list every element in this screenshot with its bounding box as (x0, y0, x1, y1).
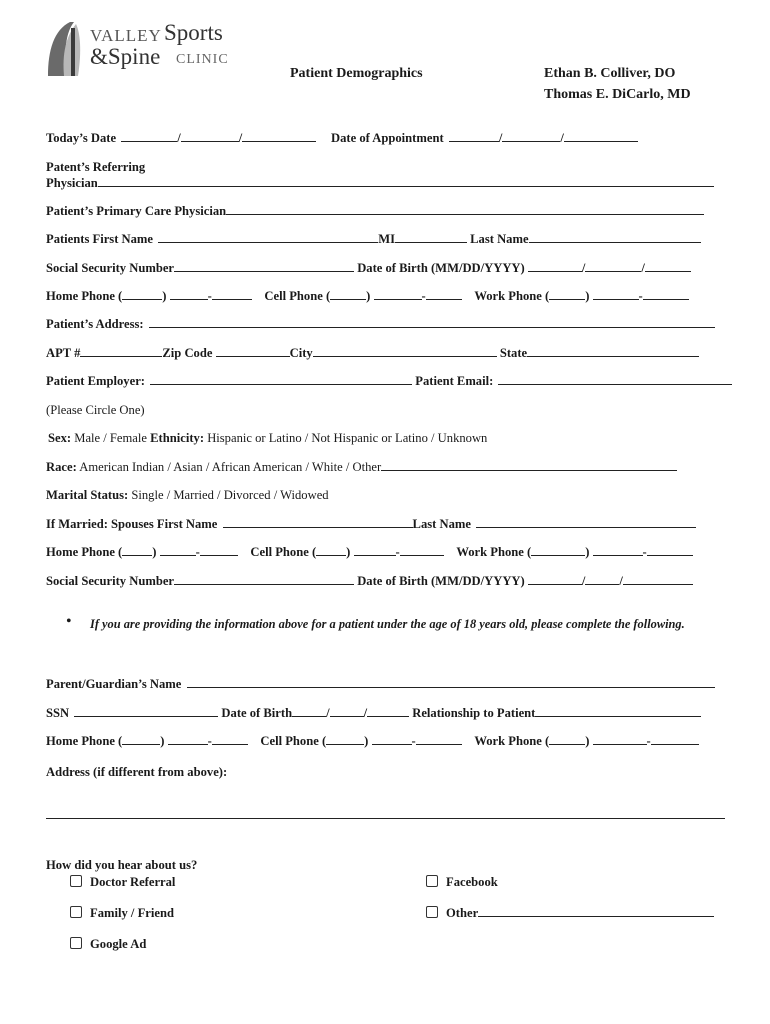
logo-spine: &Spine (90, 44, 161, 69)
work-phone-line-field[interactable] (643, 288, 689, 300)
address-field[interactable] (149, 316, 715, 328)
email-field[interactable] (498, 373, 732, 385)
guardian-work-area-field[interactable] (549, 733, 585, 745)
employer-row (46, 373, 732, 389)
dob-label: Date of Birth (MM/DD/YYYY) (357, 261, 525, 275)
dob-year-field[interactable] (645, 260, 691, 272)
marital-row (46, 487, 329, 503)
page-title: Patient Demographics (290, 66, 423, 81)
spouse-work-area-field[interactable] (531, 544, 585, 556)
ethnicity-label: Ethnicity: (150, 431, 205, 445)
spouse-last-label: Last Name (412, 517, 471, 531)
spouse-cell-line-field[interactable] (400, 544, 444, 556)
guardian-cell-line-field[interactable] (416, 733, 462, 745)
guardian-name-label: Parent/Guardian’s Name (46, 677, 182, 691)
spouse-home-prefix-field[interactable] (160, 544, 196, 556)
marital-label: Marital Status: (46, 488, 129, 502)
spouse-work-prefix-field[interactable] (593, 544, 643, 556)
guardian-phone-row: Home Phone ( ) - Cell Phone ( ) - Work Phone ( ) - (46, 733, 699, 749)
phone-row: Home Phone ( ) - Cell Phone ( ) - Work Phone ( ) - (46, 288, 689, 304)
appointment-month-field[interactable] (449, 130, 499, 142)
spouse-home-phone-label: Home Phone ( (46, 545, 123, 559)
city-field[interactable] (313, 345, 497, 357)
spouse-dob-day-field[interactable] (585, 573, 619, 585)
cell-phone-area-field[interactable] (330, 288, 366, 300)
checkbox-icon[interactable] (70, 906, 82, 918)
home-phone-area-field[interactable] (122, 288, 162, 300)
appointment-year-field[interactable] (564, 130, 638, 142)
referring-label-2: Physician (46, 176, 98, 190)
spouse-row (46, 516, 696, 532)
referral-option-label: Facebook (446, 875, 498, 889)
address-label: Patient’s Address: (46, 317, 144, 331)
guardian-address-label: Address (if different from above): (46, 765, 228, 779)
first-name-field[interactable] (158, 231, 378, 243)
guardian-ssn-row: SSN Date of Birth / / Relationship to Patient (46, 705, 701, 721)
state-field[interactable] (527, 345, 699, 357)
apt-field[interactable] (80, 345, 162, 357)
appointment-date-label: Date of Appointment (331, 131, 444, 145)
referring-physician-field[interactable] (98, 175, 714, 187)
employer-field[interactable] (150, 373, 412, 385)
race-label: Race: (46, 460, 77, 474)
cell-phone-line-field[interactable] (426, 288, 462, 300)
referring-row (46, 175, 714, 191)
sex-ethnicity-row (48, 430, 487, 446)
referral-option-label: Doctor Referral (90, 875, 176, 889)
spouse-dob-year-field[interactable] (623, 573, 693, 585)
city-label: City (289, 346, 313, 360)
guardian-name-field[interactable] (187, 676, 715, 688)
checkbox-icon[interactable] (70, 875, 82, 887)
ssn-label: Social Security Number (46, 261, 175, 275)
spine-logo-icon (44, 20, 90, 78)
spouse-dob-month-field[interactable] (528, 573, 582, 585)
please-circle-note: (Please Circle One) (46, 403, 145, 417)
guardian-dob-month-field[interactable] (292, 705, 326, 717)
ssn-row: Social Security Number Date of Birth (MM/DD/YYYY) / / (46, 260, 691, 276)
referral-option-doctor[interactable] (70, 874, 175, 890)
sex-options[interactable]: Male / Female (74, 431, 147, 445)
guardian-work-phone-label: Work Phone ( (474, 734, 550, 748)
dob-day-field[interactable] (585, 260, 641, 272)
todays-date-day-field[interactable] (181, 130, 239, 142)
primary-care-row (46, 203, 704, 219)
guardian-home-area-field[interactable] (122, 733, 160, 745)
spouse-cell-prefix-field[interactable] (354, 544, 396, 556)
race-row (46, 459, 677, 475)
logo-clinic: CLINIC (176, 52, 229, 67)
zip-label: Zip Code (162, 346, 213, 360)
marital-options[interactable]: Single / Married / Divorced / Widowed (131, 488, 329, 502)
appointment-date-row: Date of Appointment / / (331, 130, 638, 146)
logo-valley: VALLEY (90, 26, 162, 45)
spouse-first-field[interactable] (223, 516, 413, 528)
referral-option-google[interactable] (70, 936, 146, 952)
checkbox-icon[interactable] (426, 875, 438, 887)
referral-option-label: Other (446, 906, 479, 920)
work-phone-prefix-field[interactable] (593, 288, 639, 300)
mi-field[interactable] (395, 231, 467, 243)
primary-care-label: Patient’s Primary Care Physician (46, 204, 227, 218)
ethnicity-options[interactable]: Hispanic or Latino / Not Hispanic or Latino / Unknown (207, 431, 488, 445)
bullet-icon: • (66, 613, 72, 630)
guardian-dob-label: Date of Birth (221, 706, 293, 720)
guardian-cell-phone-label: Cell Phone ( (260, 734, 327, 748)
spouse-cell-phone-label: Cell Phone ( (250, 545, 317, 559)
spouse-ssn-label: Social Security Number (46, 574, 175, 588)
todays-date-month-field[interactable] (121, 130, 177, 142)
checkbox-icon[interactable] (70, 937, 82, 949)
spouse-cell-area-field[interactable] (316, 544, 346, 556)
first-name-label: Patients First Name (46, 232, 154, 246)
guardian-home-line-field[interactable] (212, 733, 248, 745)
doctor-name-2: Thomas E. DiCarlo, MD (544, 87, 691, 102)
todays-date-label: Today’s Date (46, 131, 117, 145)
mi-label: MI (378, 232, 395, 246)
spouse-phone-row: Home Phone ( ) - Cell Phone ( ) - Work Phone ( ) - (46, 544, 693, 560)
apt-row (46, 345, 699, 361)
referral-option-family[interactable] (70, 905, 174, 921)
guardian-name-row (46, 676, 715, 692)
email-label: Patient Email: (415, 374, 494, 388)
appointment-day-field[interactable] (502, 130, 560, 142)
ssn-field[interactable] (174, 260, 354, 272)
referring-label-1: Patent’s Referring (46, 160, 146, 174)
guardian-address-field[interactable] (46, 818, 725, 819)
spouse-home-area-field[interactable] (122, 544, 152, 556)
spouse-dob-label: Date of Birth (MM/DD/YYYY) (357, 574, 525, 588)
apt-label: APT # (46, 346, 81, 360)
guardian-home-prefix-field[interactable] (168, 733, 208, 745)
employer-label: Patient Employer: (46, 374, 145, 388)
spouse-work-phone-label: Work Phone ( (456, 545, 532, 559)
guardian-dob-day-field[interactable] (330, 705, 364, 717)
race-options[interactable]: American Indian / Asian / African American / White / Other (79, 460, 382, 474)
address-row (46, 316, 715, 332)
minor-note: If you are providing the information above for a patient under the age of 18 years old, please complete the following. (90, 617, 685, 631)
referral-option-facebook[interactable] (426, 874, 498, 890)
home-phone-label: Home Phone ( (46, 289, 123, 303)
guardian-ssn-label: SSN (46, 706, 70, 720)
referral-option-label: Family / Friend (90, 906, 174, 920)
last-name-label: Last Name (470, 232, 529, 246)
guardian-ssn-field[interactable] (74, 705, 218, 717)
primary-care-field[interactable] (226, 203, 704, 215)
spouse-ssn-field[interactable] (174, 573, 354, 585)
guardian-cell-prefix-field[interactable] (372, 733, 412, 745)
todays-date-row: Today’s Date / / (46, 130, 316, 146)
todays-date-year-field[interactable] (242, 130, 316, 142)
work-phone-label: Work Phone ( (474, 289, 550, 303)
spouse-home-line-field[interactable] (200, 544, 238, 556)
logo-sports: Sports (164, 20, 223, 45)
referral-option-other[interactable] (426, 905, 714, 921)
dob-month-field[interactable] (528, 260, 582, 272)
cell-phone-prefix-field[interactable] (374, 288, 422, 300)
doctor-name-1: Ethan B. Colliver, DO (544, 66, 676, 81)
referral-question: How did you hear about us? (46, 858, 198, 872)
guardian-relationship-label: Relationship to Patient (412, 706, 536, 720)
checkbox-icon[interactable] (426, 906, 438, 918)
sex-label: Sex: (48, 431, 72, 445)
zip-field[interactable] (216, 345, 290, 357)
cell-phone-label: Cell Phone ( (264, 289, 331, 303)
referral-other-field[interactable] (478, 905, 714, 917)
state-label: State (499, 346, 528, 360)
guardian-work-prefix-field[interactable] (593, 733, 647, 745)
guardian-work-line-field[interactable] (651, 733, 699, 745)
guardian-home-phone-label: Home Phone ( (46, 734, 123, 748)
work-phone-area-field[interactable] (549, 288, 585, 300)
referral-option-label: Google Ad (90, 937, 147, 951)
guardian-dob-year-field[interactable] (367, 705, 409, 717)
guardian-cell-area-field[interactable] (326, 733, 364, 745)
guardian-relationship-field[interactable] (535, 705, 701, 717)
spouse-first-label: If Married: Spouses First Name (46, 517, 218, 531)
race-other-field[interactable] (381, 459, 677, 471)
spouse-work-line-field[interactable] (647, 544, 693, 556)
spouse-ssn-row: Social Security Number Date of Birth (MM/DD/YYYY) / / (46, 573, 693, 589)
spouse-last-field[interactable] (476, 516, 696, 528)
home-phone-line-field[interactable] (212, 288, 252, 300)
last-name-field[interactable] (529, 231, 701, 243)
name-row (46, 231, 701, 247)
home-phone-prefix-field[interactable] (170, 288, 208, 300)
